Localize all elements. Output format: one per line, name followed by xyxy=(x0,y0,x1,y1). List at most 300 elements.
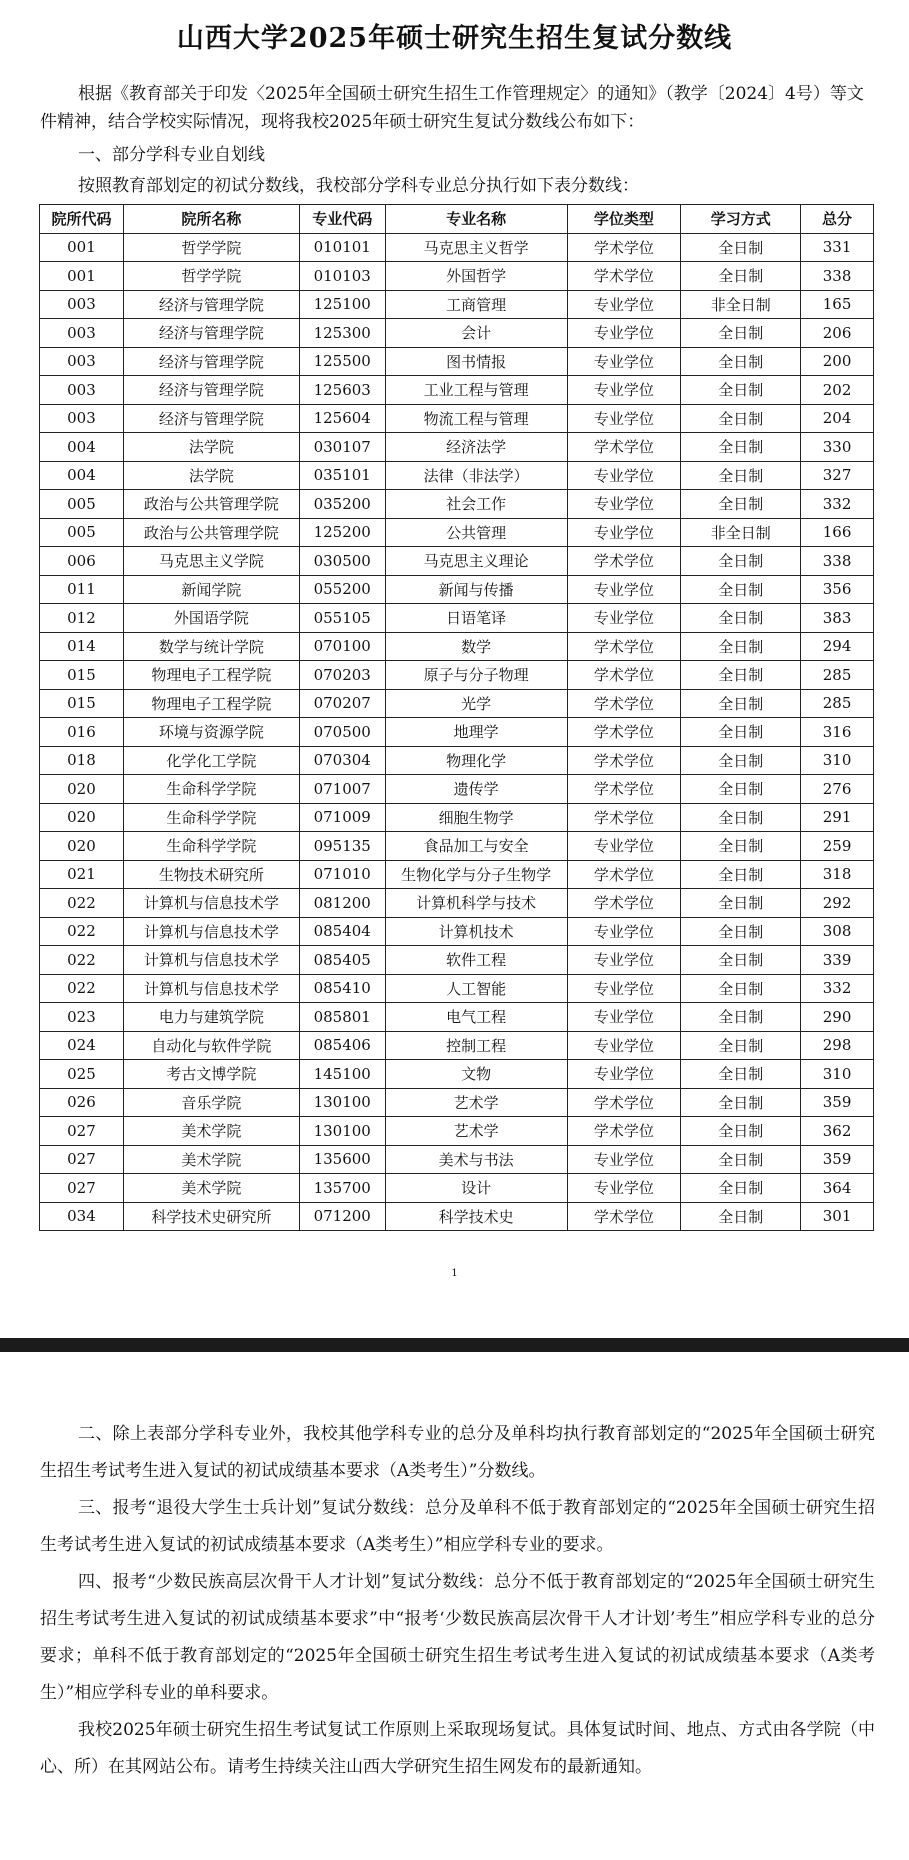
cell-study-mode: 全日制 xyxy=(681,433,801,462)
cell-major-code: 070304 xyxy=(299,746,385,775)
cell-total-score: 285 xyxy=(801,689,874,718)
cell-study-mode: 全日制 xyxy=(681,319,801,348)
cell-study-mode: 全日制 xyxy=(681,746,801,775)
cell-total-score: 331 xyxy=(801,233,874,262)
table-row xyxy=(40,233,874,262)
cell-degree-type: 学术学位 xyxy=(567,632,681,661)
table-row xyxy=(40,803,874,832)
closing-paragraph: 我校2025年硕士研究生招生考试复试工作原则上采取现场复试。具体复试时间、地点、方式由各学院（中心、所）在其网站公布。请考生持续关注山西大学研究生招生网发布的最新通知。 xyxy=(40,1720,875,1777)
cell-degree-type: 学术学位 xyxy=(567,1117,681,1146)
table-row xyxy=(40,262,874,291)
cell-degree-type: 学术学位 xyxy=(567,889,681,918)
cell-degree-type: 专业学位 xyxy=(567,376,681,405)
cell-study-mode: 全日制 xyxy=(681,718,801,747)
cell-study-mode: 非全日制 xyxy=(681,290,801,319)
cell-college-code: 020 xyxy=(40,832,124,861)
cell-degree-type: 学术学位 xyxy=(567,1202,681,1231)
cell-degree-type: 学术学位 xyxy=(567,689,681,718)
cell-major-name: 文物 xyxy=(385,1060,567,1089)
cell-total-score: 359 xyxy=(801,1145,874,1174)
section-2-paragraph: 二、除上表部分学科专业外，我校其他学科专业的总分及单科均执行教育部划定的“2025年全国硕士研究生招生考试考生进入复试的初试成绩基本要求（A类考生）”分数线。 xyxy=(40,1424,875,1481)
cell-major-code: 055200 xyxy=(299,575,385,604)
cell-major-code: 085406 xyxy=(299,1031,385,1060)
header-major-name: 专业名称 xyxy=(385,205,567,234)
cell-total-score: 383 xyxy=(801,604,874,633)
cell-major-code: 070500 xyxy=(299,718,385,747)
cell-college-code: 004 xyxy=(40,461,124,490)
cell-college-code: 001 xyxy=(40,262,124,291)
table-row xyxy=(40,860,874,889)
cell-college-name: 生命科学学院 xyxy=(123,775,299,804)
cell-major-code: 070203 xyxy=(299,661,385,690)
cell-degree-type: 学术学位 xyxy=(567,775,681,804)
table-row xyxy=(40,946,874,975)
cell-college-name: 计算机与信息技术学 xyxy=(123,946,299,975)
cell-college-code: 016 xyxy=(40,718,124,747)
cell-college-name: 自动化与软件学院 xyxy=(123,1031,299,1060)
page-divider xyxy=(0,1338,909,1352)
cell-college-code: 023 xyxy=(40,1003,124,1032)
cell-degree-type: 专业学位 xyxy=(567,1145,681,1174)
cell-major-code: 030500 xyxy=(299,547,385,576)
cell-major-code: 145100 xyxy=(299,1060,385,1089)
table-row xyxy=(40,832,874,861)
cell-major-code: 125100 xyxy=(299,290,385,319)
cell-college-code: 003 xyxy=(40,376,124,405)
cell-total-score: 285 xyxy=(801,661,874,690)
cell-degree-type: 专业学位 xyxy=(567,347,681,376)
cell-major-code: 010103 xyxy=(299,262,385,291)
cell-major-name: 光学 xyxy=(385,689,567,718)
cell-major-name: 计算机技术 xyxy=(385,917,567,946)
header-major-code: 专业代码 xyxy=(299,205,385,234)
cell-college-name: 经济与管理学院 xyxy=(123,376,299,405)
cell-study-mode: 全日制 xyxy=(681,661,801,690)
cell-college-code: 011 xyxy=(40,575,124,604)
cell-college-code: 022 xyxy=(40,917,124,946)
table-row xyxy=(40,974,874,1003)
header-college-code: 院所代码 xyxy=(40,205,124,234)
cell-major-name: 物理化学 xyxy=(385,746,567,775)
cell-college-name: 美术学院 xyxy=(123,1117,299,1146)
cell-college-code: 003 xyxy=(40,319,124,348)
cell-college-code: 034 xyxy=(40,1202,124,1231)
cell-major-code: 035200 xyxy=(299,490,385,519)
cell-college-code: 024 xyxy=(40,1031,124,1060)
cell-college-code: 014 xyxy=(40,632,124,661)
cell-total-score: 166 xyxy=(801,518,874,547)
cell-total-score: 206 xyxy=(801,319,874,348)
cell-college-name: 生命科学学院 xyxy=(123,832,299,861)
cell-total-score: 327 xyxy=(801,461,874,490)
table-row xyxy=(40,775,874,804)
cell-degree-type: 专业学位 xyxy=(567,490,681,519)
cell-major-name: 设计 xyxy=(385,1174,567,1203)
cell-major-name: 软件工程 xyxy=(385,946,567,975)
header-study-mode: 学习方式 xyxy=(681,205,801,234)
table-row xyxy=(40,1202,874,1231)
cell-major-name: 细胞生物学 xyxy=(385,803,567,832)
table-row xyxy=(40,433,874,462)
cell-degree-type: 专业学位 xyxy=(567,1174,681,1203)
cell-major-name: 会计 xyxy=(385,319,567,348)
cell-major-code: 071200 xyxy=(299,1202,385,1231)
cell-degree-type: 学术学位 xyxy=(567,433,681,462)
cell-total-score: 356 xyxy=(801,575,874,604)
cell-major-name: 工业工程与管理 xyxy=(385,376,567,405)
cell-major-code: 070100 xyxy=(299,632,385,661)
cell-degree-type: 专业学位 xyxy=(567,290,681,319)
cell-college-code: 005 xyxy=(40,518,124,547)
cell-college-code: 001 xyxy=(40,233,124,262)
cell-degree-type: 专业学位 xyxy=(567,461,681,490)
cell-study-mode: 全日制 xyxy=(681,1003,801,1032)
cell-college-name: 环境与资源学院 xyxy=(123,718,299,747)
cell-total-score: 200 xyxy=(801,347,874,376)
cell-college-name: 科学技术史研究所 xyxy=(123,1202,299,1231)
cell-degree-type: 学术学位 xyxy=(567,1088,681,1117)
cell-total-score: 291 xyxy=(801,803,874,832)
cell-major-code: 010101 xyxy=(299,233,385,262)
cell-college-name: 电力与建筑学院 xyxy=(123,1003,299,1032)
cell-major-name: 科学技术史 xyxy=(385,1202,567,1231)
cell-major-name: 日语笔译 xyxy=(385,604,567,633)
cell-college-code: 022 xyxy=(40,946,124,975)
cell-college-name: 法学院 xyxy=(123,461,299,490)
table-row xyxy=(40,575,874,604)
cell-college-name: 生物技术研究所 xyxy=(123,860,299,889)
cell-degree-type: 学术学位 xyxy=(567,860,681,889)
cell-major-code: 135700 xyxy=(299,1174,385,1203)
cell-study-mode: 全日制 xyxy=(681,860,801,889)
cell-major-code: 125200 xyxy=(299,518,385,547)
cell-major-name: 社会工作 xyxy=(385,490,567,519)
cell-study-mode: 全日制 xyxy=(681,689,801,718)
cell-total-score: 298 xyxy=(801,1031,874,1060)
cell-college-code: 020 xyxy=(40,775,124,804)
score-table-body xyxy=(40,233,874,1231)
cell-study-mode: 全日制 xyxy=(681,775,801,804)
cell-college-code: 026 xyxy=(40,1088,124,1117)
cell-major-name: 数学 xyxy=(385,632,567,661)
cell-college-code: 027 xyxy=(40,1117,124,1146)
table-row xyxy=(40,661,874,690)
cell-degree-type: 专业学位 xyxy=(567,404,681,433)
cell-degree-type: 专业学位 xyxy=(567,946,681,975)
cell-total-score: 204 xyxy=(801,404,874,433)
table-row xyxy=(40,1031,874,1060)
cell-college-code: 015 xyxy=(40,689,124,718)
cell-study-mode: 全日制 xyxy=(681,233,801,262)
cell-major-name: 计算机科学与技术 xyxy=(385,889,567,918)
cell-major-name: 艺术学 xyxy=(385,1117,567,1146)
cell-study-mode: 全日制 xyxy=(681,262,801,291)
cell-major-name: 人工智能 xyxy=(385,974,567,1003)
cell-major-name: 公共管理 xyxy=(385,518,567,547)
table-row xyxy=(40,1088,874,1117)
cell-study-mode: 全日制 xyxy=(681,376,801,405)
cell-major-code: 125603 xyxy=(299,376,385,405)
table-row xyxy=(40,518,874,547)
cell-major-name: 物流工程与管理 xyxy=(385,404,567,433)
cell-major-name: 新闻与传播 xyxy=(385,575,567,604)
cell-major-code: 035101 xyxy=(299,461,385,490)
page-2 xyxy=(0,1352,909,1860)
cell-college-name: 数学与统计学院 xyxy=(123,632,299,661)
cell-total-score: 301 xyxy=(801,1202,874,1231)
cell-major-code: 085801 xyxy=(299,1003,385,1032)
cell-study-mode: 全日制 xyxy=(681,575,801,604)
cell-study-mode: 全日制 xyxy=(681,1088,801,1117)
table-row xyxy=(40,290,874,319)
cell-college-name: 计算机与信息技术学 xyxy=(123,974,299,1003)
cell-major-name: 马克思主义理论 xyxy=(385,547,567,576)
cell-study-mode: 全日制 xyxy=(681,604,801,633)
cell-total-score: 316 xyxy=(801,718,874,747)
cell-major-name: 工商管理 xyxy=(385,290,567,319)
cell-major-code: 125604 xyxy=(299,404,385,433)
table-row xyxy=(40,746,874,775)
table-row xyxy=(40,490,874,519)
cell-college-code: 027 xyxy=(40,1145,124,1174)
table-row xyxy=(40,461,874,490)
cell-major-name: 马克思主义哲学 xyxy=(385,233,567,262)
cell-major-code: 071009 xyxy=(299,803,385,832)
cell-college-code: 020 xyxy=(40,803,124,832)
section-3-paragraph: 三、报考“退役大学生士兵计划”复试分数线：总分及单科不低于教育部划定的“2025年全国硕士研究生招生考试考生进入复试的初试成绩基本要求（A类考生）”相应学科专业的要求。 xyxy=(40,1498,875,1555)
cell-total-score: 364 xyxy=(801,1174,874,1203)
table-row xyxy=(40,1145,874,1174)
cell-major-code: 085404 xyxy=(299,917,385,946)
cell-major-name: 电气工程 xyxy=(385,1003,567,1032)
cell-study-mode: 全日制 xyxy=(681,1202,801,1231)
cell-total-score: 290 xyxy=(801,1003,874,1032)
cell-degree-type: 专业学位 xyxy=(567,832,681,861)
header-degree-type: 学位类型 xyxy=(567,205,681,234)
cell-study-mode: 全日制 xyxy=(681,974,801,1003)
table-row xyxy=(40,689,874,718)
cell-college-code: 004 xyxy=(40,433,124,462)
cell-college-name: 外国语学院 xyxy=(123,604,299,633)
table-header-row xyxy=(40,205,874,234)
cell-study-mode: 全日制 xyxy=(681,347,801,376)
cell-college-name: 政治与公共管理学院 xyxy=(123,518,299,547)
cell-college-code: 025 xyxy=(40,1060,124,1089)
cell-degree-type: 专业学位 xyxy=(567,1060,681,1089)
cell-major-code: 071010 xyxy=(299,860,385,889)
cell-total-score: 359 xyxy=(801,1088,874,1117)
header-total-score: 总分 xyxy=(801,205,874,234)
cell-major-name: 食品加工与安全 xyxy=(385,832,567,861)
cell-college-code: 005 xyxy=(40,490,124,519)
intro-paragraph: 根据《教育部关于印发〈2025年全国硕士研究生招生工作管理规定〉的通知》（教学〔2024〕4号）等文件精神，结合学校实际情况，现将我校2025年硕士研究生复试分数线公布如下： xyxy=(40,84,864,132)
cell-major-name: 地理学 xyxy=(385,718,567,747)
cell-major-name: 遗传学 xyxy=(385,775,567,804)
cell-degree-type: 学术学位 xyxy=(567,746,681,775)
cell-college-name: 考古文博学院 xyxy=(123,1060,299,1089)
cell-total-score: 294 xyxy=(801,632,874,661)
cell-college-name: 经济与管理学院 xyxy=(123,404,299,433)
cell-college-name: 经济与管理学院 xyxy=(123,347,299,376)
table-row xyxy=(40,347,874,376)
cell-college-name: 新闻学院 xyxy=(123,575,299,604)
cell-total-score: 292 xyxy=(801,889,874,918)
page-number: 1 xyxy=(451,1268,458,1279)
cell-college-code: 027 xyxy=(40,1174,124,1203)
cell-major-name: 经济法学 xyxy=(385,433,567,462)
cell-degree-type: 学术学位 xyxy=(567,803,681,832)
cell-major-name: 美术与书法 xyxy=(385,1145,567,1174)
cell-total-score: 276 xyxy=(801,775,874,804)
cell-degree-type: 专业学位 xyxy=(567,1031,681,1060)
cell-study-mode: 全日制 xyxy=(681,832,801,861)
cell-degree-type: 专业学位 xyxy=(567,518,681,547)
cell-study-mode: 全日制 xyxy=(681,547,801,576)
cell-college-code: 021 xyxy=(40,860,124,889)
table-row xyxy=(40,376,874,405)
cell-major-name: 原子与分子物理 xyxy=(385,661,567,690)
table-row xyxy=(40,1003,874,1032)
cell-study-mode: 全日制 xyxy=(681,803,801,832)
cell-total-score: 332 xyxy=(801,490,874,519)
cell-total-score: 310 xyxy=(801,1060,874,1089)
score-table xyxy=(39,204,874,1231)
table-row xyxy=(40,1060,874,1089)
cell-total-score: 339 xyxy=(801,946,874,975)
cell-major-name: 图书情报 xyxy=(385,347,567,376)
cell-major-code: 095135 xyxy=(299,832,385,861)
cell-degree-type: 专业学位 xyxy=(567,575,681,604)
cell-study-mode: 全日制 xyxy=(681,461,801,490)
cell-total-score: 202 xyxy=(801,376,874,405)
cell-total-score: 362 xyxy=(801,1117,874,1146)
cell-major-name: 控制工程 xyxy=(385,1031,567,1060)
cell-college-name: 美术学院 xyxy=(123,1145,299,1174)
cell-major-name: 艺术学 xyxy=(385,1088,567,1117)
cell-total-score: 338 xyxy=(801,262,874,291)
cell-college-name: 计算机与信息技术学 xyxy=(123,889,299,918)
cell-major-code: 085405 xyxy=(299,946,385,975)
cell-college-code: 018 xyxy=(40,746,124,775)
table-row xyxy=(40,547,874,576)
cell-study-mode: 全日制 xyxy=(681,1031,801,1060)
table-row xyxy=(40,718,874,747)
cell-study-mode: 全日制 xyxy=(681,1174,801,1203)
table-row xyxy=(40,1174,874,1203)
table-row xyxy=(40,917,874,946)
cell-college-name: 化学化工学院 xyxy=(123,746,299,775)
cell-college-name: 生命科学学院 xyxy=(123,803,299,832)
cell-major-name: 生物化学与分子生物学 xyxy=(385,860,567,889)
cell-college-name: 经济与管理学院 xyxy=(123,290,299,319)
cell-college-code: 015 xyxy=(40,661,124,690)
cell-college-name: 经济与管理学院 xyxy=(123,319,299,348)
cell-degree-type: 专业学位 xyxy=(567,604,681,633)
table-row xyxy=(40,889,874,918)
table-row xyxy=(40,404,874,433)
cell-major-code: 081200 xyxy=(299,889,385,918)
cell-college-name: 物理电子工程学院 xyxy=(123,689,299,718)
cell-study-mode: 全日制 xyxy=(681,917,801,946)
cell-degree-type: 专业学位 xyxy=(567,1003,681,1032)
table-row xyxy=(40,319,874,348)
cell-college-name: 计算机与信息技术学 xyxy=(123,917,299,946)
cell-major-name: 外国哲学 xyxy=(385,262,567,291)
cell-college-name: 哲学学院 xyxy=(123,233,299,262)
cell-degree-type: 专业学位 xyxy=(567,974,681,1003)
cell-college-code: 003 xyxy=(40,290,124,319)
cell-college-code: 006 xyxy=(40,547,124,576)
cell-degree-type: 学术学位 xyxy=(567,661,681,690)
cell-college-code: 003 xyxy=(40,404,124,433)
cell-total-score: 338 xyxy=(801,547,874,576)
cell-college-name: 政治与公共管理学院 xyxy=(123,490,299,519)
cell-major-code: 125300 xyxy=(299,319,385,348)
cell-degree-type: 专业学位 xyxy=(567,319,681,348)
cell-major-code: 071007 xyxy=(299,775,385,804)
cell-degree-type: 专业学位 xyxy=(567,917,681,946)
cell-college-code: 012 xyxy=(40,604,124,633)
cell-college-code: 022 xyxy=(40,889,124,918)
cell-total-score: 332 xyxy=(801,974,874,1003)
cell-college-name: 马克思主义学院 xyxy=(123,547,299,576)
cell-degree-type: 学术学位 xyxy=(567,233,681,262)
cell-total-score: 310 xyxy=(801,746,874,775)
section-1-heading: 一、部分学科专业自划线 xyxy=(78,145,265,165)
cell-study-mode: 全日制 xyxy=(681,946,801,975)
cell-total-score: 259 xyxy=(801,832,874,861)
cell-total-score: 318 xyxy=(801,860,874,889)
cell-college-code: 022 xyxy=(40,974,124,1003)
cell-study-mode: 全日制 xyxy=(681,889,801,918)
section-1-text: 按照教育部划定的初试分数线，我校部分学科专业总分执行如下表分数线： xyxy=(78,176,639,196)
cell-study-mode: 非全日制 xyxy=(681,518,801,547)
cell-major-code: 130100 xyxy=(299,1117,385,1146)
cell-degree-type: 学术学位 xyxy=(567,262,681,291)
cell-major-code: 125500 xyxy=(299,347,385,376)
cell-college-name: 音乐学院 xyxy=(123,1088,299,1117)
cell-college-code: 003 xyxy=(40,347,124,376)
cell-major-name: 法律（非法学） xyxy=(385,461,567,490)
cell-total-score: 330 xyxy=(801,433,874,462)
cell-study-mode: 全日制 xyxy=(681,632,801,661)
cell-study-mode: 全日制 xyxy=(681,1117,801,1146)
cell-total-score: 308 xyxy=(801,917,874,946)
cell-degree-type: 学术学位 xyxy=(567,547,681,576)
table-row xyxy=(40,1117,874,1146)
header-college-name: 院所名称 xyxy=(123,205,299,234)
cell-college-name: 哲学学院 xyxy=(123,262,299,291)
cell-major-code: 135600 xyxy=(299,1145,385,1174)
cell-major-code: 130100 xyxy=(299,1088,385,1117)
cell-college-name: 美术学院 xyxy=(123,1174,299,1203)
cell-college-name: 法学院 xyxy=(123,433,299,462)
cell-study-mode: 全日制 xyxy=(681,1145,801,1174)
cell-major-code: 055105 xyxy=(299,604,385,633)
cell-study-mode: 全日制 xyxy=(681,490,801,519)
cell-major-code: 085410 xyxy=(299,974,385,1003)
page-title: 山西大学2025年硕士研究生招生复试分数线 xyxy=(176,23,733,54)
cell-degree-type: 学术学位 xyxy=(567,718,681,747)
cell-study-mode: 全日制 xyxy=(681,404,801,433)
cell-major-code: 030107 xyxy=(299,433,385,462)
cell-study-mode: 全日制 xyxy=(681,1060,801,1089)
table-row xyxy=(40,604,874,633)
cell-major-code: 070207 xyxy=(299,689,385,718)
cell-college-name: 物理电子工程学院 xyxy=(123,661,299,690)
cell-total-score: 165 xyxy=(801,290,874,319)
section-4-paragraph: 四、报考“少数民族高层次骨干人才计划”复试分数线：总分不低于教育部划定的“2025年全国硕士研究生招生考试考生进入复试的初试成绩基本要求”中“报考‘少数民族高层次骨干人才计划’考生”相应学科专业的总分要求；单科不低于教育部划定的“2025年全国硕士研究生招生考试考生进入复试的初试成绩基本要求（A类考生）”相应学科专业的单科要求。 xyxy=(40,1572,875,1703)
